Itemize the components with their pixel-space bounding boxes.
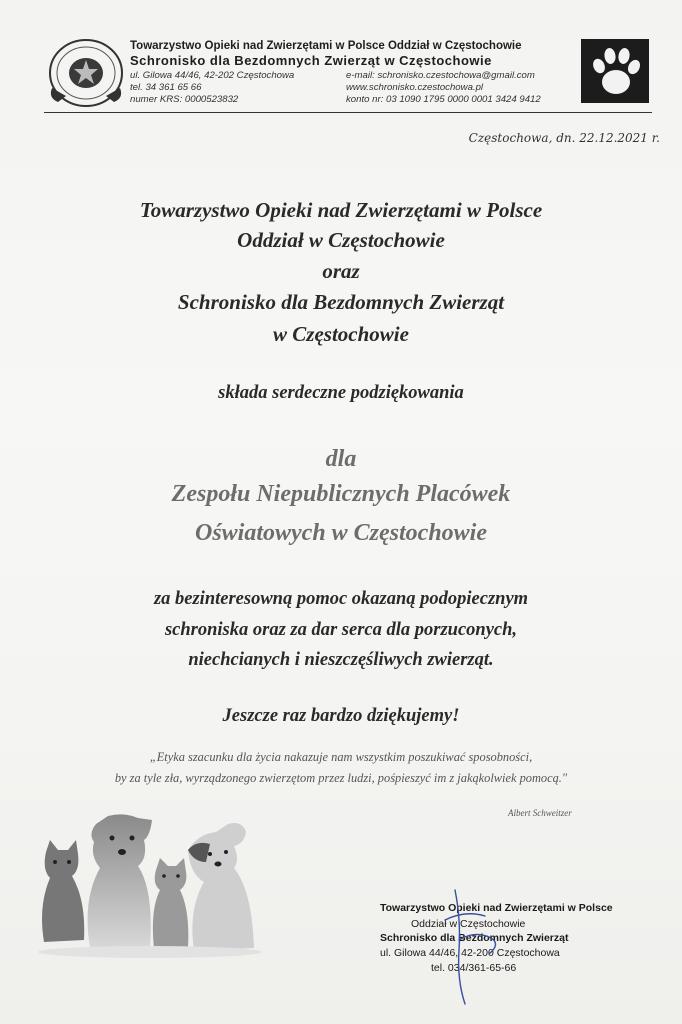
cats-and-dogs-illustration bbox=[38, 810, 268, 960]
letterhead-organization: Towarzystwo Opieki nad Zwierzętami w Polsce Oddział w Częstochowie bbox=[130, 40, 522, 52]
organization-seal-logo bbox=[46, 36, 126, 110]
dog-small-figure bbox=[188, 823, 254, 950]
recipient-line-2: Oświatowych w Częstochowie bbox=[194, 520, 488, 546]
quote-line-1: „Etyka szacunku dla życia nakazuje nam wszystkim poszukiwać sposobności, bbox=[149, 750, 533, 764]
thanks-line: składa serdeczne podziękowania bbox=[218, 383, 464, 403]
document-date: Częstochowa, dn. 22.12.2021 r. bbox=[468, 131, 660, 145]
from-line-3: oraz bbox=[322, 259, 360, 283]
kitten-figure bbox=[153, 858, 188, 948]
letterhead-phone: tel. 34 361 65 66 bbox=[130, 82, 202, 93]
for-word: dla bbox=[325, 446, 357, 472]
stamp-line-2: Oddział w Częstochowie bbox=[411, 918, 526, 930]
reason-line-1: za bezinteresowną pomoc okazaną podopiecznym bbox=[153, 589, 529, 609]
reason-line-2: schroniska oraz za dar serca dla porzuconych, bbox=[164, 620, 518, 640]
cat-left-figure bbox=[42, 840, 84, 942]
letterhead-website: www.schronisko.czestochowa.pl bbox=[346, 82, 484, 93]
from-line-5: w Częstochowie bbox=[273, 322, 409, 346]
stamp-line-3: Schronisko dla Bezdomnych Zwierząt bbox=[380, 932, 569, 944]
from-line-1: Towarzystwo Opieki nad Zwierzętami w Polsce bbox=[139, 198, 543, 222]
letterhead-shelter: Schronisko dla Bezdomnych Zwierząt w Częstochowie bbox=[130, 53, 492, 68]
letterhead-address: ul. Gilowa 44/46, 42-202 Częstochowa bbox=[130, 70, 295, 81]
handwritten-signature bbox=[415, 880, 535, 1010]
paw-print-logo bbox=[581, 39, 649, 103]
letterhead-divider bbox=[44, 112, 652, 113]
dog-large-figure bbox=[88, 814, 152, 948]
stamp-line-4: ul. Gilowa 44/46, 42-200 Częstochowa bbox=[380, 947, 560, 959]
quote-line-2: by za tyle zła, wyrządzonego zwierzętom przez ludzi, pośpieszyć im z jakąkolwiek pomocą." bbox=[114, 771, 568, 785]
from-line-4: Schronisko dla Bezdomnych Zwierząt bbox=[177, 290, 505, 314]
stamp-line-1: Towarzystwo Opieki nad Zwierzętami w Polsce bbox=[380, 902, 613, 914]
stamp-line-5: tel. 034/361-65-66 bbox=[431, 962, 517, 974]
from-line-2: Oddział w Częstochowie bbox=[237, 228, 445, 252]
letterhead-krs: numer KRS: 0000523832 bbox=[130, 94, 239, 105]
quote-author: Albert Schweitzer bbox=[508, 808, 572, 818]
reason-line-3: niechcianych i nieszczęśliwych zwierząt. bbox=[188, 650, 494, 670]
closing-line: Jeszcze raz bardzo dziękujemy! bbox=[222, 706, 460, 726]
letterhead-email: e-mail: schronisko.czestochowa@gmail.com bbox=[346, 70, 535, 81]
letterhead-bank-account: konto nr: 03 1090 1795 0000 0001 3424 9412 bbox=[346, 94, 541, 105]
recipient-line-1: Zespołu Niepublicznych Placówek bbox=[171, 481, 511, 507]
